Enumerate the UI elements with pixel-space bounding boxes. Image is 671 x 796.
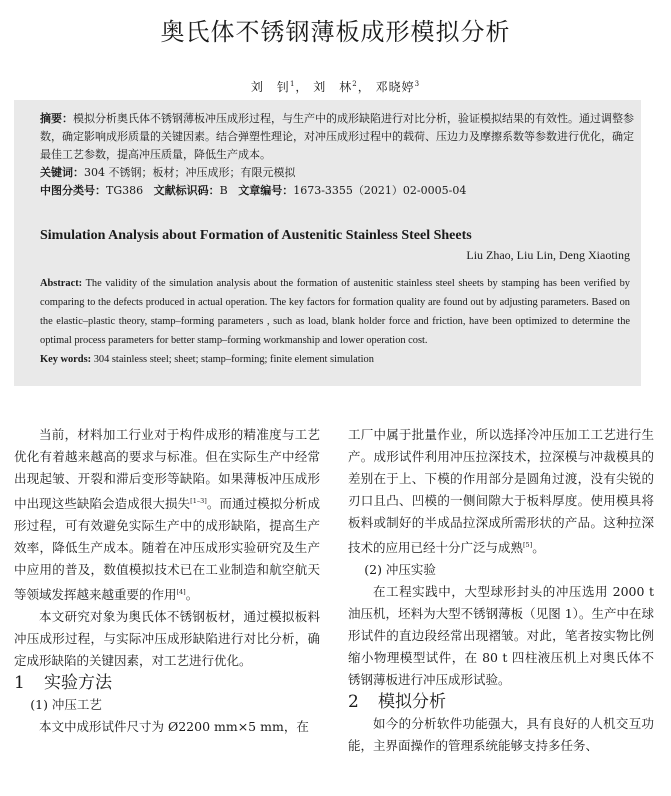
section-1-title: 实验方法	[44, 673, 112, 694]
intro-paragraph-2: 本文研究对象为奥氏体不锈钢板材，通过模拟板料冲压成形过程，与实际冲压成形缺陷进行对比分析，确定成形缺陷的关键因素，对工艺进行优化。	[14, 609, 320, 669]
article-number-value: 1673-3355（2021）02-0005-04	[293, 184, 467, 197]
paper-title: 奥氏体不锈钢薄板成形模拟分析	[160, 18, 511, 46]
cn-abstract-paragraph	[40, 110, 634, 164]
text-run: 。	[532, 540, 545, 556]
author-3-affil: 3	[414, 80, 421, 88]
experiment-paragraph: 在工程实践中，大型球形封头的冲压选用 2000 t 油压机，坯料为大型不锈钢薄板（见图 1）。生产中在球形试件的直边段经常出现褶皱。对此，笔者按实物比例缩小物理模型试件，在 80 t 四柱液压机上对奥氏体不锈钢薄板进行冲压成形试验。	[348, 584, 654, 688]
section-2-title: 模拟分析	[378, 692, 446, 713]
clc-label: 中图分类号：	[40, 184, 106, 197]
text-run: 。而通过模拟分析成形过程，可有效避免实际生产中的成形缺陷，提高生产效率，降低生产成本。随着在冲压成形实验研究及生产中应用的普及，数值模拟技术已在工业制造和航空航天等领域发挥越来越重要的作用	[14, 496, 320, 603]
english-authors: Liu Zhao, Liu Lin, Deng Xiaoting	[466, 248, 630, 262]
author-sep: ，	[357, 80, 371, 94]
author-3: 邓晓婷	[375, 80, 415, 94]
body-right-column	[348, 424, 654, 757]
text-run: 工厂中属于批量作业，所以选择冷冲压加工工艺进行生产。成形试件利用冲压拉深技术，拉深模与冲裁模具的差别在于上、下模的作用部分是圆角过渡，没有尖锐的刃口且凸、凹模的一侧间隙大于板料厚度。使用模具将板料或制好的半成品拉深成所需形状的产品。这种拉深技术的应用已经十分广泛与成熟	[348, 427, 654, 556]
author-sep: ，	[295, 80, 309, 94]
subsection-1-heading: (1) 冲压工艺	[30, 697, 102, 713]
author-1: 刘 钊	[250, 80, 290, 94]
process-paragraph	[348, 424, 654, 559]
section-1-number: 1	[14, 673, 25, 694]
clc-value: TG386	[106, 184, 144, 197]
method-paragraph: 本文中成形试件尺寸为 Ø2200 mm×5 mm，在	[39, 719, 309, 735]
author-2: 刘 林	[313, 80, 353, 94]
doc-code-label: 文献标识码：	[153, 184, 220, 197]
citation: [1–3]	[190, 497, 207, 505]
citation: [5]	[523, 541, 533, 549]
body-left-column	[14, 424, 320, 738]
chinese-abstract	[40, 110, 634, 200]
cn-keywords	[40, 164, 634, 182]
author-2-affil: 2	[352, 80, 358, 88]
doc-code-value: B	[219, 184, 228, 197]
simulation-paragraph: 如今的分析软件功能强大，具有良好的人机交互功能，主界面操作的管理系统能够支持多任务、	[348, 716, 654, 754]
citation: [4]	[176, 588, 186, 597]
text-run: 当前，材料加工行业对于构件成形的精准度与工艺优化有着越来越高的要求与标准。但在实际生产中经常出现起皱、开裂和滞后变形等缺陷。如果薄板冲压成形中出现这些缺陷会造成很大损失	[14, 427, 320, 512]
cn-keywords-text: 304 不锈钢；板材；冲压成形；有限元模拟	[84, 166, 296, 179]
english-title: Simulation Analysis about Formation of Austenitic Stainless Steel Sheets	[40, 228, 472, 243]
subsection-2-heading: (2) 冲压实验	[364, 562, 436, 578]
author-line	[0, 78, 671, 95]
cn-classification	[40, 182, 634, 200]
en-keywords	[40, 350, 630, 369]
section-1-heading	[14, 672, 320, 694]
text-run: 。	[185, 587, 199, 603]
author-1-affil: 1	[289, 80, 296, 88]
en-keywords-text: 304 stainless steel; sheet; stamp–forming; finite element simulation	[93, 354, 374, 365]
cn-abstract-text: 模拟分析奥氏体不锈钢薄板冲压成形过程，与生产中的成形缺陷进行对比分析，验证模拟结果的有效性。通过调整参数，确定影响成形质量的关键因素。结合弹塑性理论，对冲压成形过程中的载荷、压边力及摩擦系数等参数进行优化，确定最佳工艺参数，提高冲压质量，降低生产成本。	[40, 112, 634, 161]
article-number-label: 文章编号：	[238, 184, 294, 197]
cn-abstract-label: 摘要：	[40, 112, 73, 125]
intro-paragraph-1	[14, 424, 320, 606]
section-2-heading	[348, 691, 654, 713]
english-abstract	[40, 274, 630, 369]
en-abstract-text: The validity of the simulation analysis about the formation of austenitic stainless steel sheets by stamping has been verified by comparing to the defects produced in actual operation. The key factors for formation quality are found out by adjusting parameters. Based on the elastic–plastic theory, stamp–forming parameters , such as load, blank holder force and friction, have been optimized to determine the optimal process parameters for better stamp–forming workmanship and lower operation cost.	[40, 278, 630, 346]
en-abstract-label: Abstract:	[40, 278, 83, 289]
en-keywords-label: Key words:	[40, 354, 92, 365]
section-2-number: 2	[348, 692, 359, 713]
en-abstract-paragraph	[40, 274, 630, 350]
cn-keywords-label: 关键词：	[40, 166, 84, 179]
